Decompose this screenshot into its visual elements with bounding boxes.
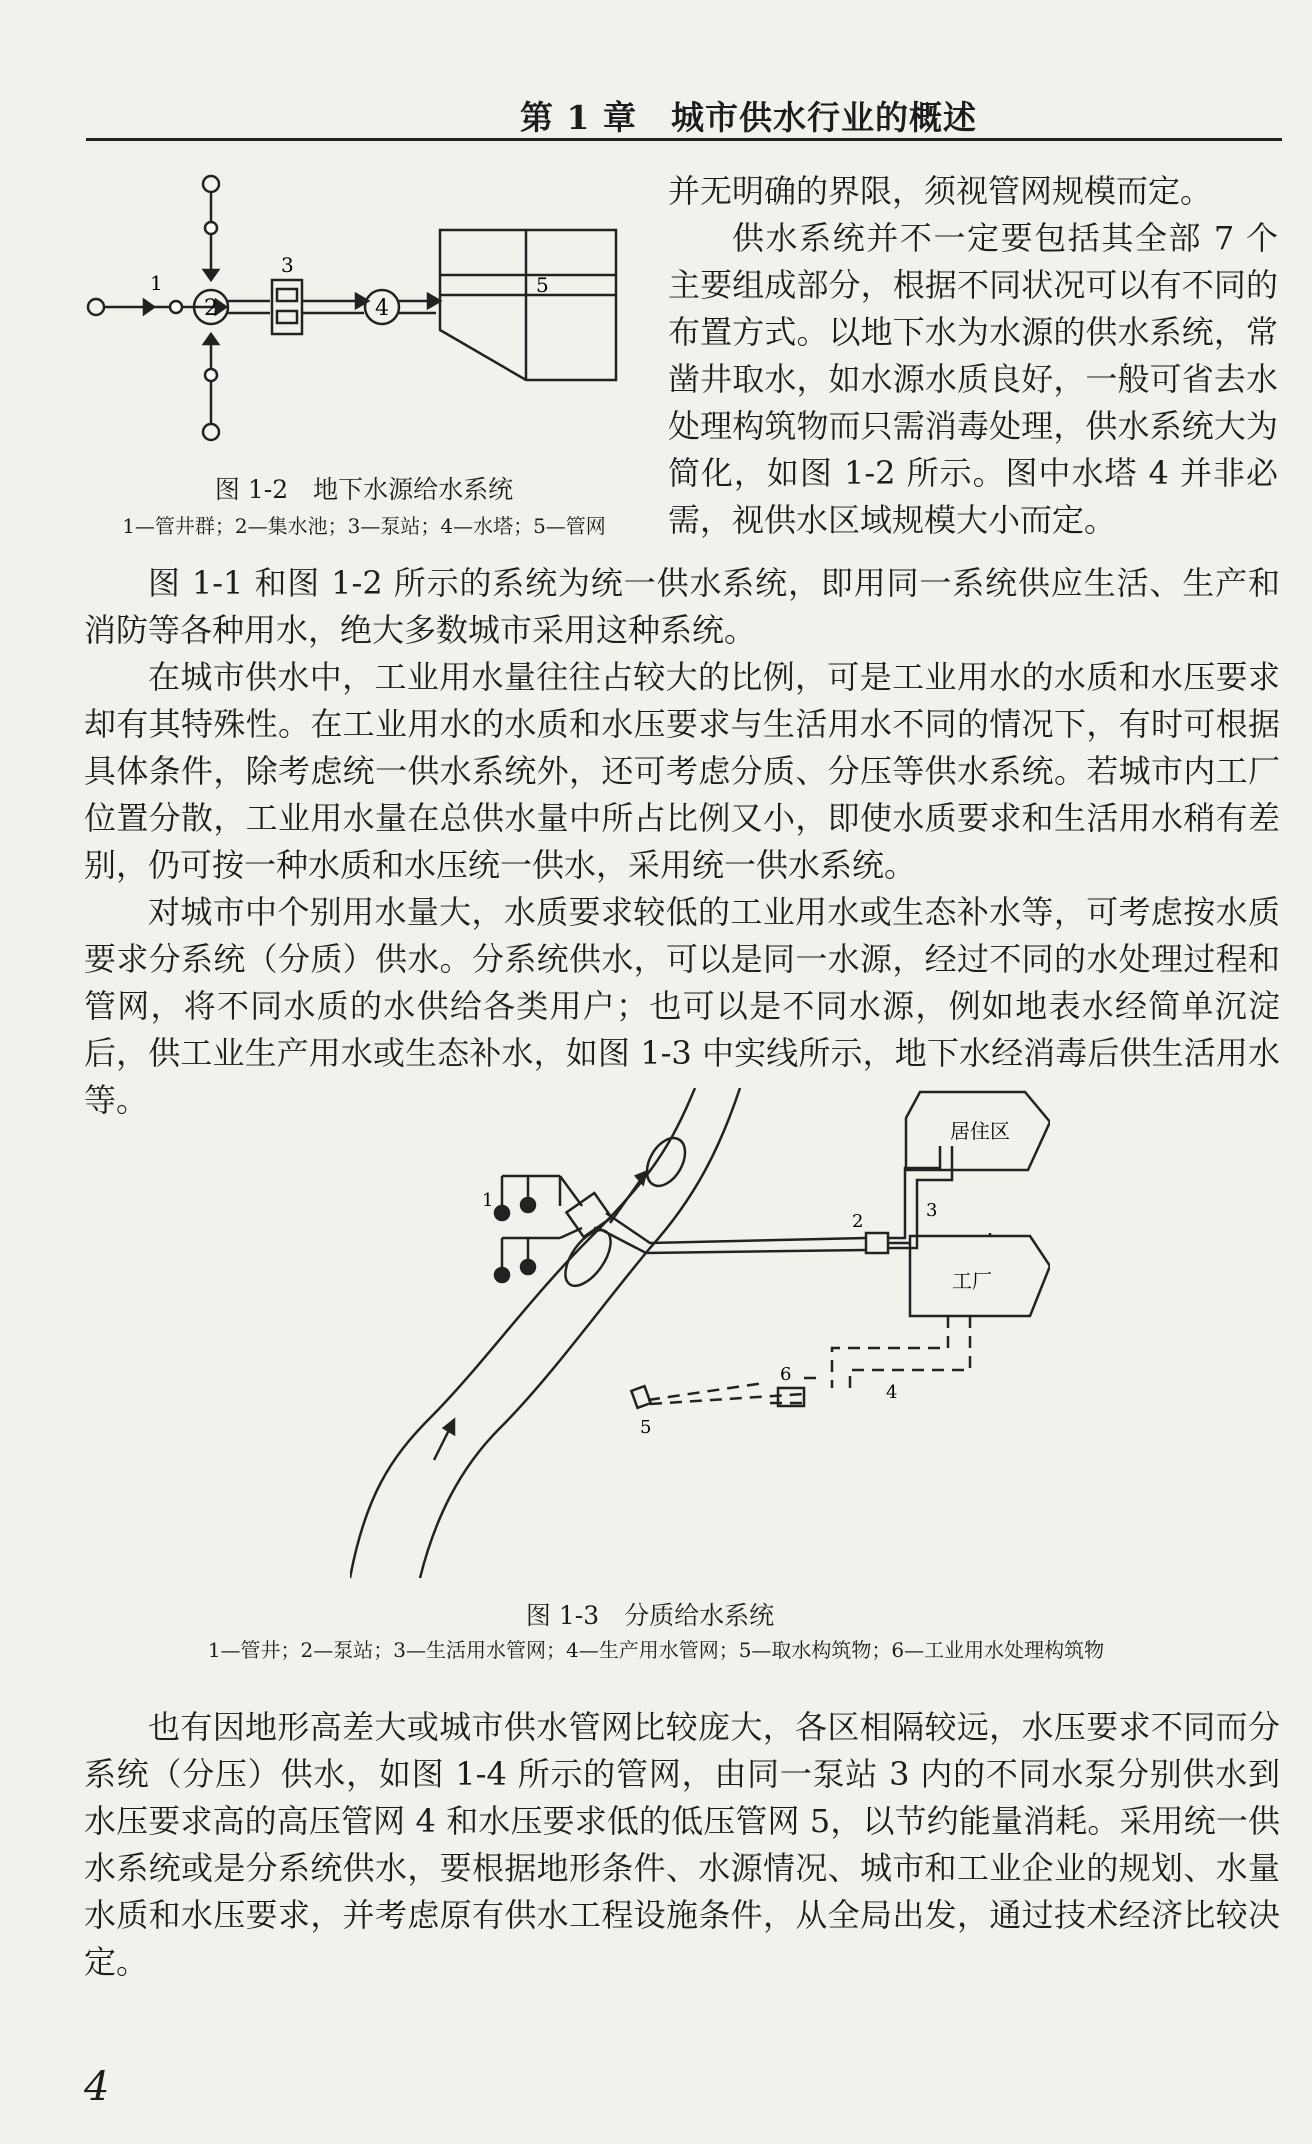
paragraph-1: 图 1-1 和图 1-2 所示的系统为统一供水系统，即用同一系统供应生活、生产和消防等各种用水，绝大多数城市采用这种系统。 bbox=[84, 564, 1280, 649]
fig12-label-5: 5 bbox=[536, 273, 549, 297]
fig13-label-5: 5 bbox=[640, 1417, 652, 1438]
fig12-label-3: 3 bbox=[281, 253, 294, 277]
fig12-label-1: 1 bbox=[150, 271, 163, 295]
fig13-label-3: 3 bbox=[926, 1200, 938, 1221]
page-number: 4 bbox=[84, 2064, 110, 2110]
chapter-header: 第 1 章 城市供水行业的概述 bbox=[520, 98, 977, 137]
fig13-caption: 图 1-3 分质给水系统 bbox=[525, 1601, 775, 1630]
fig12-caption: 图 1-2 地下水源给水系统 bbox=[214, 475, 514, 504]
fig13-legend: 1—管井；2—泵站；3—生活用水管网；4—生产用水管网；5—取水构筑物；6—工业用水处理构筑物 bbox=[207, 1638, 1105, 1662]
river-bank-right bbox=[420, 1088, 740, 1578]
wells-group bbox=[495, 1176, 582, 1282]
paragraph-3: 对城市中个别用水量大，水质要求较低的工业用水或生态补水等，可考虑按水质要求分系统（分质）供水。分系统供水，可以是同一水源，经过不同的水处理过程和管网，将不同水质的水供给各类用户；也可以是不同水源，例如地表水经简单沉淀后，供工业生产用水或生态补水，如图 1-3 中实线所示，地下水经消毒后供生活用水等。 bbox=[84, 893, 1280, 1119]
right-col-line-1: 并无明确的界限，须视管网规模而定。 bbox=[668, 172, 1213, 210]
header-rule bbox=[86, 138, 1282, 141]
fig13-residential-label: 居住区 bbox=[950, 1119, 1010, 1143]
fig13-label-4: 4 bbox=[886, 1382, 898, 1403]
figure-1-3 bbox=[350, 1088, 1050, 1588]
paragraph-2: 在城市供水中，工业用水量往往占较大的比例，可是工业用水的水质和水压要求却有其特殊性。在工业用水的水质和水压要求与生活用水不同的情况下，有时可根据具体条件，除考虑统一供水系统外，还可考虑分质、分压等供水系统。若城市内工厂位置分散，工业用水量在总供水量中所占比例又小，即使水质要求和生活用水稍有差别，仍可按一种水质和水压统一供水，采用统一供水系统。 bbox=[84, 658, 1280, 884]
paragraph-4: 也有因地形高差大或城市供水管网比较庞大，各区相隔较远，水压要求不同而分系统（分压）供水，如图 1-4 所示的管网，由同一泵站 3 内的不同水泵分别供水到水压要求高的高压管网 4 和水压要求低的低压管网 5，以节约能量消耗。采用统一供水系统或是分系统供水，要根据地形条件、水源情况、城市和工业企业的规划、水量水质和水压要求，并考虑原有供水工程设施条件，从全局出发，通过技术经济比较决定。 bbox=[84, 1708, 1280, 1981]
fig13-label-1: 1 bbox=[482, 1190, 494, 1211]
fig13-label-6: 6 bbox=[780, 1364, 792, 1385]
fig13-label-2: 2 bbox=[852, 1211, 864, 1232]
pipe-network bbox=[440, 230, 616, 380]
well-left bbox=[88, 299, 104, 315]
figure-1-2 bbox=[84, 170, 654, 470]
water-intake bbox=[631, 1386, 650, 1408]
fig13-factory-label: 工厂 bbox=[952, 1269, 992, 1293]
fig12-label-4: 4 bbox=[375, 296, 389, 321]
right-col-paragraph: 供水系统并不一定要包括其全部 7 个主要组成部分，根据不同状况可以有不同的布置方式。以地下水为水源的供水系统，常凿井取水，如水源水质良好，一般可省去水处理构筑物而只需消毒处理，供水系统大为简化，如图 1-2 所示。图中水塔 4 并非必需，视供水区域规模大小而定。 bbox=[668, 219, 1278, 539]
fig12-legend: 1—管井群；2—集水池；3—泵站；4—水塔；5—管网 bbox=[122, 514, 606, 538]
pump-station-2 bbox=[866, 1233, 888, 1253]
river-bank-left bbox=[350, 1088, 695, 1578]
fig12-label-2: 2 bbox=[204, 296, 218, 321]
